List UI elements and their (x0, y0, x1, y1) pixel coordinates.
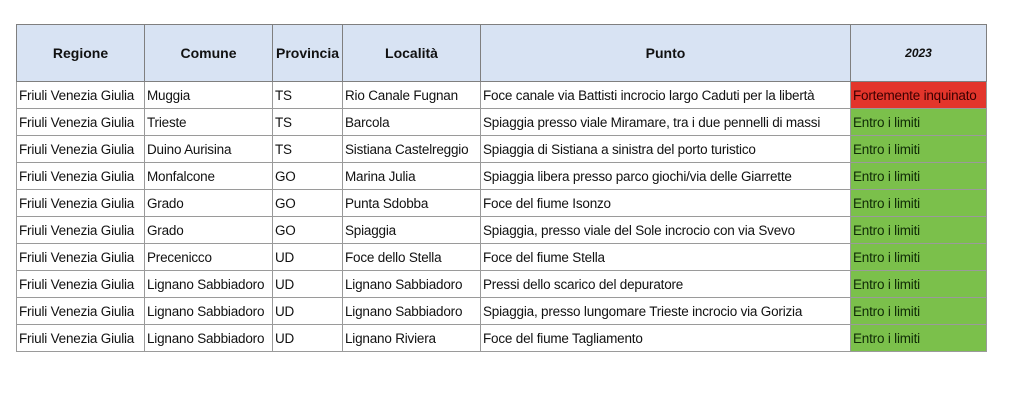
cell-localita: Foce dello Stella (343, 244, 481, 271)
cell-regione: Friuli Venezia Giulia (17, 217, 145, 244)
cell-comune: Grado (145, 190, 273, 217)
cell-comune: Lignano Sabbiadoro (145, 271, 273, 298)
water-quality-table-wrapper (16, 24, 987, 352)
cell-punto: Foce canale via Battisti incrocio largo Caduti per la libertà (481, 82, 851, 109)
cell-status: Entro i limiti (851, 109, 987, 136)
cell-status: Entro i limiti (851, 325, 987, 352)
cell-regione: Friuli Venezia Giulia (17, 82, 145, 109)
cell-punto: Foce del fiume Tagliamento (481, 325, 851, 352)
cell-status: Entro i limiti (851, 298, 987, 325)
cell-status: Entro i limiti (851, 217, 987, 244)
cell-comune: Lignano Sabbiadoro (145, 298, 273, 325)
cell-comune: Muggia (145, 82, 273, 109)
cell-provincia: UD (273, 244, 343, 271)
header-punto: Punto (481, 25, 851, 82)
cell-status: Entro i limiti (851, 244, 987, 271)
cell-provincia: GO (273, 217, 343, 244)
cell-status: Entro i limiti (851, 271, 987, 298)
table-row (17, 271, 987, 298)
cell-localita: Rio Canale Fugnan (343, 82, 481, 109)
header-localita: Località (343, 25, 481, 82)
table-row (17, 244, 987, 271)
cell-provincia: TS (273, 109, 343, 136)
cell-comune: Trieste (145, 109, 273, 136)
cell-regione: Friuli Venezia Giulia (17, 190, 145, 217)
cell-punto: Foce del fiume Stella (481, 244, 851, 271)
cell-regione: Friuli Venezia Giulia (17, 244, 145, 271)
table-row (17, 163, 987, 190)
table-row (17, 217, 987, 244)
cell-regione: Friuli Venezia Giulia (17, 325, 145, 352)
cell-localita: Marina Julia (343, 163, 481, 190)
cell-provincia: UD (273, 325, 343, 352)
table-row (17, 109, 987, 136)
cell-punto: Pressi dello scarico del depuratore (481, 271, 851, 298)
header-comune: Comune (145, 25, 273, 82)
cell-punto: Spiaggia presso viale Miramare, tra i due pennelli di massi (481, 109, 851, 136)
header-regione: Regione (17, 25, 145, 82)
cell-provincia: UD (273, 271, 343, 298)
cell-status: Entro i limiti (851, 163, 987, 190)
cell-localita: Sistiana Castelreggio (343, 136, 481, 163)
cell-provincia: GO (273, 163, 343, 190)
cell-regione: Friuli Venezia Giulia (17, 136, 145, 163)
cell-localita: Spiaggia (343, 217, 481, 244)
cell-punto: Spiaggia libera presso parco giochi/via delle Giarrette (481, 163, 851, 190)
cell-localita: Lignano Sabbiadoro (343, 298, 481, 325)
cell-comune: Lignano Sabbiadoro (145, 325, 273, 352)
table-row (17, 136, 987, 163)
cell-regione: Friuli Venezia Giulia (17, 298, 145, 325)
cell-comune: Duino Aurisina (145, 136, 273, 163)
cell-punto: Spiaggia, presso lungomare Trieste incrocio via Gorizia (481, 298, 851, 325)
cell-punto: Foce del fiume Isonzo (481, 190, 851, 217)
table-row (17, 298, 987, 325)
cell-localita: Lignano Sabbiadoro (343, 271, 481, 298)
water-quality-table (16, 24, 987, 352)
cell-localita: Lignano Riviera (343, 325, 481, 352)
header-year: 2023 (851, 25, 987, 82)
cell-comune: Grado (145, 217, 273, 244)
table-row (17, 325, 987, 352)
cell-punto: Spiaggia, presso viale del Sole incrocio con via Svevo (481, 217, 851, 244)
cell-regione: Friuli Venezia Giulia (17, 109, 145, 136)
cell-provincia: GO (273, 190, 343, 217)
cell-localita: Barcola (343, 109, 481, 136)
cell-comune: Monfalcone (145, 163, 273, 190)
cell-status: Entro i limiti (851, 190, 987, 217)
header-row (17, 25, 987, 82)
cell-regione: Friuli Venezia Giulia (17, 163, 145, 190)
cell-regione: Friuli Venezia Giulia (17, 271, 145, 298)
cell-punto: Spiaggia di Sistiana a sinistra del porto turistico (481, 136, 851, 163)
table-row (17, 82, 987, 109)
cell-status: Fortemente inquinato (851, 82, 987, 109)
cell-comune: Precenicco (145, 244, 273, 271)
cell-provincia: TS (273, 136, 343, 163)
header-provincia: Provincia (273, 25, 343, 82)
cell-provincia: TS (273, 82, 343, 109)
cell-status: Entro i limiti (851, 136, 987, 163)
cell-provincia: UD (273, 298, 343, 325)
table-row (17, 190, 987, 217)
cell-localita: Punta Sdobba (343, 190, 481, 217)
